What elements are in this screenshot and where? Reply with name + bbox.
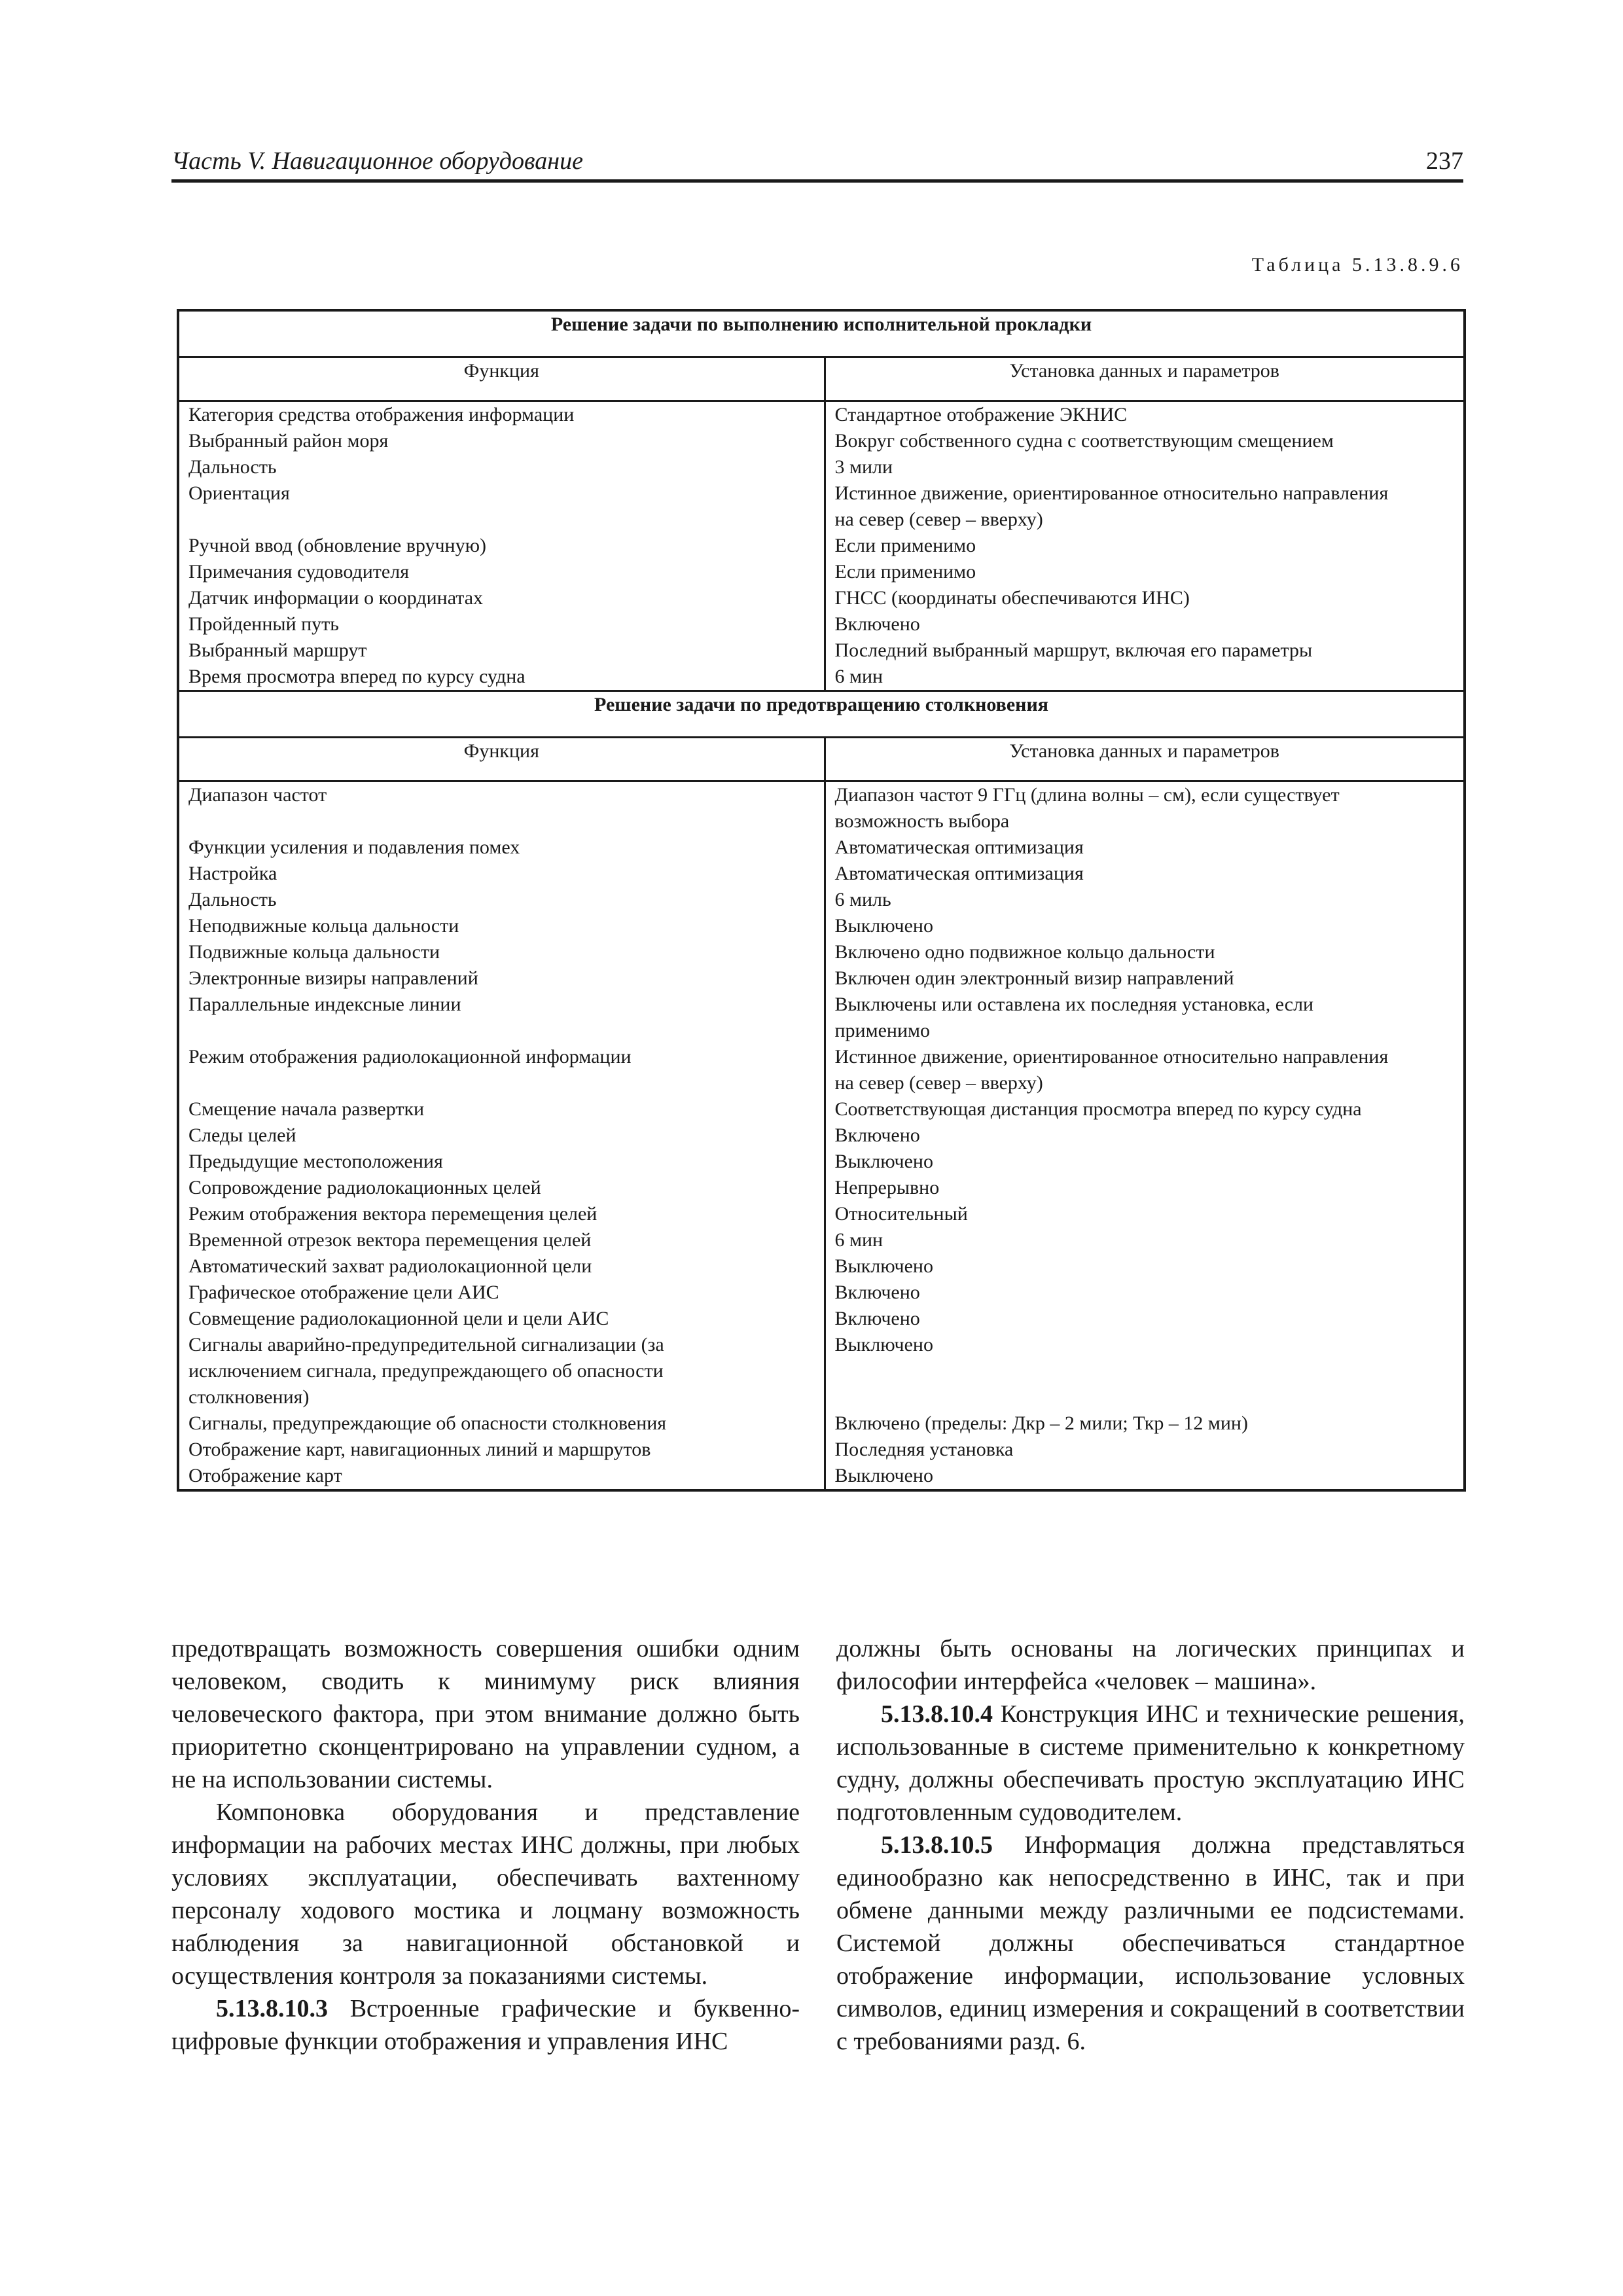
function-line: Следы целей [188, 1124, 296, 1146]
setting-line: Автоматическая оптимизация [834, 836, 1084, 858]
setting-line: применимо [834, 1020, 931, 1041]
function-line: столкновения) [188, 1386, 310, 1408]
function-line [188, 1018, 815, 1044]
table-column-header-row [178, 357, 1465, 401]
setting-line: Включен один электронный визир направлений [834, 967, 1234, 989]
column-header-settings: Установка данных и параметров [825, 738, 1465, 781]
paragraph: Компоновка оборудования и представление информации на рабочих местах ИНС должны, при любых условиях эксплуатации, обеспечивать вахтенному персоналу ходового мостика и лоцману возможность наблюдения за навигационной обстановкой и осуществления контроля за показаниями системы. [171, 1799, 800, 1990]
function-column [178, 781, 825, 1491]
setting-line [835, 1358, 1455, 1384]
settings-table [177, 309, 1466, 1492]
setting-line: 6 мин [834, 666, 883, 687]
function-line: Отображение карт [188, 1465, 342, 1486]
setting-line: Стандартное отображение ЭКНИС [834, 404, 1128, 425]
setting-line: Выключены или оставлена их последняя установка, если [834, 994, 1314, 1015]
function-line: Сигналы аварийно-предупредительной сигнализации (за [188, 1334, 664, 1355]
paragraph: предотвращать возможность совершения ошибки одним человеком, сводить к минимуму риск влияния человеческого фактора, при этом внимание должно быть приоритетно сконцентрировано на управлении судном, а не на использовании системы. [171, 1635, 800, 1793]
setting-line: Выключено [834, 1151, 933, 1172]
function-line: Автоматический захват радиолокационной цели [188, 1255, 592, 1277]
function-line: исключением сигнала, предупреждающего об опасности [188, 1360, 664, 1382]
function-line: Датчик информации о координатах [188, 587, 484, 609]
function-line: Ручной ввод (обновление вручную) [188, 535, 487, 556]
setting-line [835, 1384, 1455, 1410]
function-line: Выбранный маршрут [188, 639, 367, 661]
setting-line: Вокруг собственного судна с соответствующим смещением [834, 430, 1334, 452]
function-line: Примечания судоводителя [188, 561, 409, 583]
setting-line: 6 миль [834, 889, 891, 910]
function-line: Время просмотра вперед по курсу судна [188, 666, 526, 687]
setting-line: 6 мин [834, 1229, 883, 1251]
function-line [188, 507, 815, 533]
function-line: Дальность [188, 456, 277, 478]
setting-line: Выключено [834, 915, 933, 937]
function-line: Режим отображения радиолокационной информации [188, 1046, 632, 1067]
clause-number: 5.13.8.10.5 [881, 1831, 993, 1859]
setting-line: Истинное движение, ориентированное относительно направления [834, 482, 1389, 504]
paragraph: 5.13.8.10.3 Встроенные графические и буквенно-цифровые функции отображения и управления ИНС [171, 1995, 800, 2055]
function-line [188, 1070, 815, 1096]
setting-line: 3 мили [834, 456, 893, 478]
function-line: Подвижные кольца дальности [188, 941, 440, 963]
function-line: Электронные визиры направлений [188, 967, 478, 989]
setting-line: возможность выбора [834, 810, 1010, 832]
header-title: Часть V. Навигационное оборудование [171, 147, 583, 175]
table-body-row [178, 401, 1465, 691]
column-header-function: Функция [178, 357, 825, 401]
body-text-left-column [171, 1632, 800, 2058]
settings-column [825, 781, 1465, 1491]
column-header-settings: Установка данных и параметров [825, 357, 1465, 401]
setting-line: Диапазон частот 9 ГГц (длина волны – см), если существует [834, 784, 1340, 806]
table-section-title: Решение задачи по предотвращению столкновения [178, 691, 1465, 738]
running-header [171, 143, 1463, 183]
setting-line: Автоматическая оптимизация [834, 863, 1084, 884]
clause-number: 5.13.8.10.3 [216, 1995, 328, 2022]
function-line: Ориентация [188, 482, 290, 504]
paragraph: должны быть основаны на логических принципах и философии интерфейса «человек – машина». [836, 1635, 1465, 1695]
setting-line: Включено [834, 613, 920, 635]
setting-line: Соответствующая дистанция просмотра вперед по курсу судна [834, 1098, 1362, 1120]
setting-line: Выключено [834, 1255, 933, 1277]
function-line [188, 808, 815, 834]
table-section-title-row [178, 310, 1465, 357]
function-line: Сигналы, предупреждающие об опасности столкновения [188, 1412, 667, 1434]
setting-line: Непрерывно [834, 1177, 940, 1198]
table-column-header-row [178, 738, 1465, 781]
setting-line: Выключено [834, 1334, 933, 1355]
paragraph: 5.13.8.10.4 Конструкция ИНС и технические решения, использованные в системе применительно к конкретному судну, должны обеспечивать простую эксплуатацию ИНС подготовленным судоводителем. [836, 1700, 1465, 1826]
function-column [178, 401, 825, 691]
function-line: Дальность [188, 889, 277, 910]
setting-line: Включено (пределы: Дкр – 2 мили; Ткр – 12 мин) [834, 1412, 1248, 1434]
body-text-right-column [836, 1632, 1465, 2058]
setting-line: на север (север – вверху) [834, 1072, 1043, 1094]
setting-line: Относительный [834, 1203, 968, 1225]
page-number: 237 [1426, 147, 1463, 175]
setting-line: Если применимо [834, 561, 976, 583]
function-line: Неподвижные кольца дальности [188, 915, 459, 937]
function-line: Смещение начала развертки [188, 1098, 425, 1120]
setting-line: Включено [834, 1308, 920, 1329]
function-line: Сопровождение радиолокационных целей [188, 1177, 541, 1198]
function-line: Отображение карт, навигационных линий и маршрутов [188, 1439, 651, 1460]
function-line: Графическое отображение цели АИС [188, 1282, 499, 1303]
setting-line: Выключено [834, 1465, 933, 1486]
setting-line: ГНСС (координаты обеспечиваются ИНС) [834, 587, 1190, 609]
function-line: Предыдущие местоположения [188, 1151, 443, 1172]
setting-line: Последняя установка [834, 1439, 1014, 1460]
function-line: Пройденный путь [188, 613, 339, 635]
function-line: Режим отображения вектора перемещения целей [188, 1203, 597, 1225]
setting-line: Если применимо [834, 535, 976, 556]
table-body-row [178, 781, 1465, 1491]
setting-line: Включено [834, 1282, 920, 1303]
table-section-title-row [178, 691, 1465, 738]
function-line: Категория средства отображения информации [188, 404, 575, 425]
function-line: Функции усиления и подавления помех [188, 836, 520, 858]
function-line: Параллельные индексные линии [188, 994, 461, 1015]
function-line: Совмещение радиолокационной цели и цели АИС [188, 1308, 609, 1329]
function-line: Временной отрезок вектора перемещения целей [188, 1229, 592, 1251]
function-line: Диапазон частот [188, 784, 327, 806]
function-line: Настройка [188, 863, 277, 884]
function-line: Выбранный район моря [188, 430, 389, 452]
table-label: Таблица 5.13.8.9.6 [1251, 254, 1463, 276]
setting-line: Включено одно подвижное кольцо дальности [834, 941, 1215, 963]
column-header-function: Функция [178, 738, 825, 781]
paragraph: 5.13.8.10.5 Информация должна представляться единообразно как непосредственно в ИНС, так и при обмене данными между различными ее подсистемами. Системой должны обеспечиваться стандартное отображение информации, использование условных символов, единиц измерения и сокращений в соответствии с требованиями разд. 6. [836, 1831, 1465, 2055]
clause-number: 5.13.8.10.4 [881, 1700, 993, 1728]
table-section-title: Решение задачи по выполнению исполнительной прокладки [178, 310, 1465, 357]
setting-line: на север (север – вверху) [834, 509, 1043, 530]
setting-line: Последний выбранный маршрут, включая его параметры [834, 639, 1313, 661]
settings-column [825, 401, 1465, 691]
setting-line: Включено [834, 1124, 920, 1146]
setting-line: Истинное движение, ориентированное относительно направления [834, 1046, 1389, 1067]
